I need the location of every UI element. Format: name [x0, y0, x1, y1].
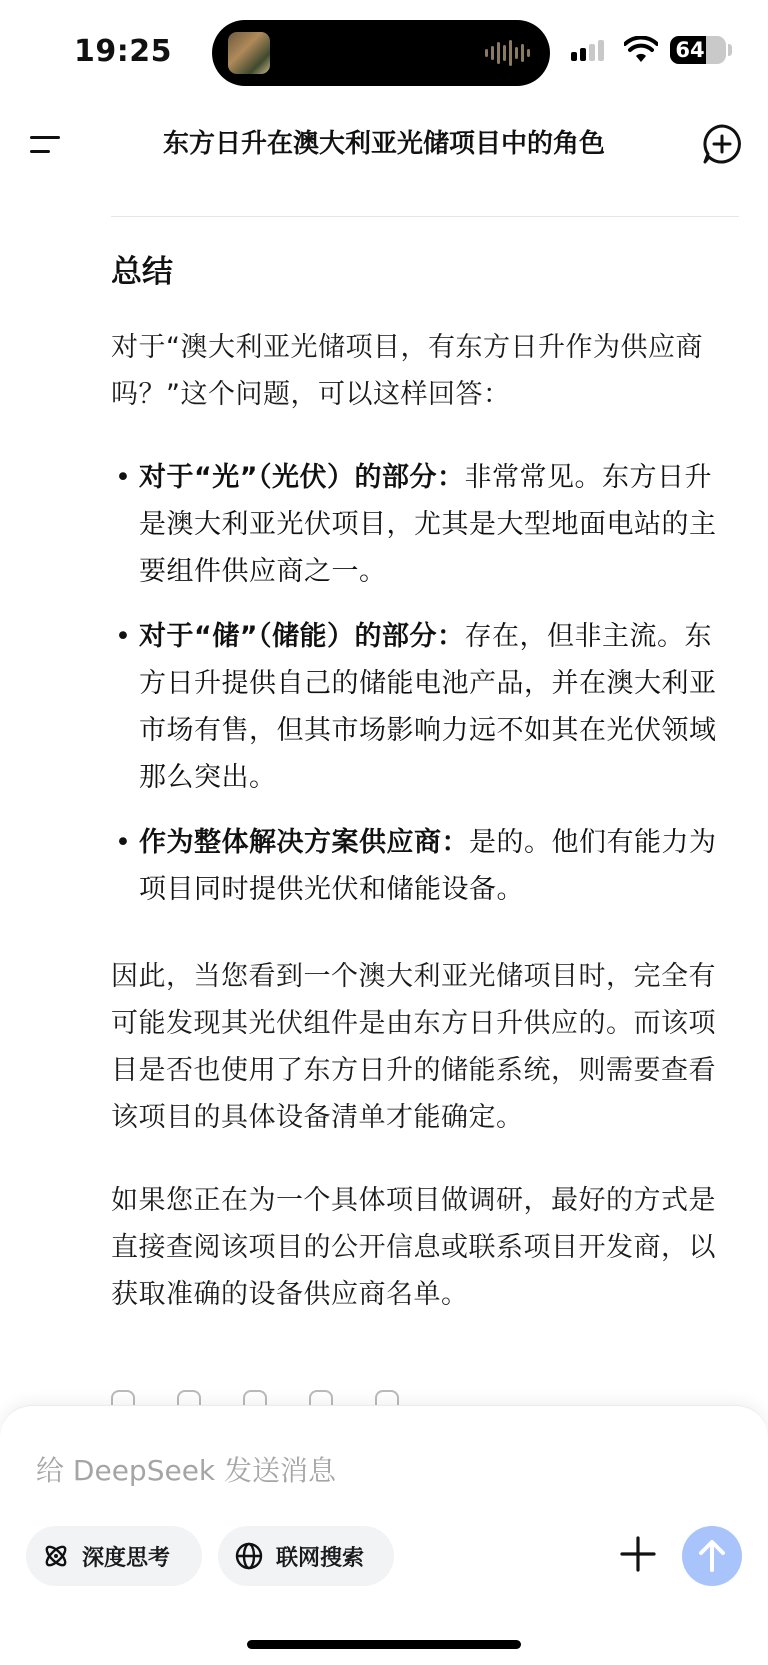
status-bar: [0, 0, 768, 100]
advice-paragraph: 如果您正在为一个具体项目做调研，最好的方式是直接查阅该项目的公开信息或联系项目开发商，以获取准确的设备供应商名单。: [111, 1185, 716, 1310]
audio-waveform-icon: [485, 40, 530, 66]
cellular-signal-icon: [571, 40, 604, 61]
web-search-button[interactable]: [218, 1526, 394, 1586]
atom-icon: [42, 1542, 70, 1570]
menu-icon: [30, 136, 60, 139]
deep-think-label: 深度思考: [82, 1545, 171, 1571]
dynamic-island[interactable]: [212, 20, 550, 86]
composer-panel: [0, 1405, 768, 1665]
battery-icon: [670, 36, 726, 64]
summary-heading: 总结: [111, 254, 173, 290]
now-playing-thumbnail: [228, 32, 270, 74]
battery-level: 64: [675, 38, 705, 62]
bullet-text: 是的。他们有能力为项目同时提供光伏和储能设备。: [139, 827, 717, 905]
intro-paragraph: 对于“澳大利亚光储项目，有东方日升作为供应商吗？”这个问题，可以这样回答：: [111, 332, 703, 410]
conversation-title: 东方日升在澳大利亚光储项目中的角色: [162, 129, 605, 159]
bullet-icon: •: [115, 621, 132, 652]
menu-button[interactable]: [24, 126, 68, 166]
send-button[interactable]: [682, 1526, 742, 1586]
bullet-label: 对于“光”（光伏）的部分：: [139, 462, 465, 493]
web-search-label: 联网搜索: [276, 1545, 365, 1571]
status-time: 19:25: [74, 34, 172, 69]
list-item: [111, 454, 739, 595]
section-divider: [111, 216, 739, 217]
bullet-text: 非常常见。东方日升是澳大利亚光伏项目，尤其是大型地面电站的主要组件供应商之一。: [139, 462, 717, 587]
home-indicator: [247, 1640, 521, 1649]
battery-tip: [728, 44, 732, 56]
arrow-up-icon: [682, 1526, 742, 1586]
assistant-message: [111, 250, 739, 1354]
bullet-label: 作为整体解决方案供应商：: [139, 827, 469, 858]
new-chat-icon[interactable]: [700, 122, 744, 166]
summary-list: [111, 454, 739, 913]
chat-header: [0, 100, 768, 190]
menu-icon-line: [30, 150, 50, 153]
plus-icon[interactable]: [618, 1534, 658, 1574]
message-input[interactable]: [36, 1448, 716, 1492]
deep-think-button[interactable]: [26, 1526, 202, 1586]
conclusion-paragraph: 因此，当您看到一个澳大利亚光储项目时，完全有可能发现其光伏组件是由东方日升供应的。而该项目是否也使用了东方日升的储能系统，则需要查看该项目的具体设备清单才能确定。: [111, 961, 716, 1133]
globe-icon: [234, 1541, 264, 1571]
wifi-icon: [624, 36, 658, 64]
bullet-label: 对于“储”（储能）的部分：: [139, 621, 465, 652]
list-item: [111, 613, 739, 801]
bullet-text: 存在，但非主流。东方日升提供自己的储能电池产品，并在澳大利亚市场有售，但其市场影响力远不如其在光伏领域那么突出。: [139, 621, 717, 793]
bullet-icon: •: [115, 462, 132, 493]
list-item: [111, 819, 739, 913]
bullet-icon: •: [115, 827, 132, 858]
